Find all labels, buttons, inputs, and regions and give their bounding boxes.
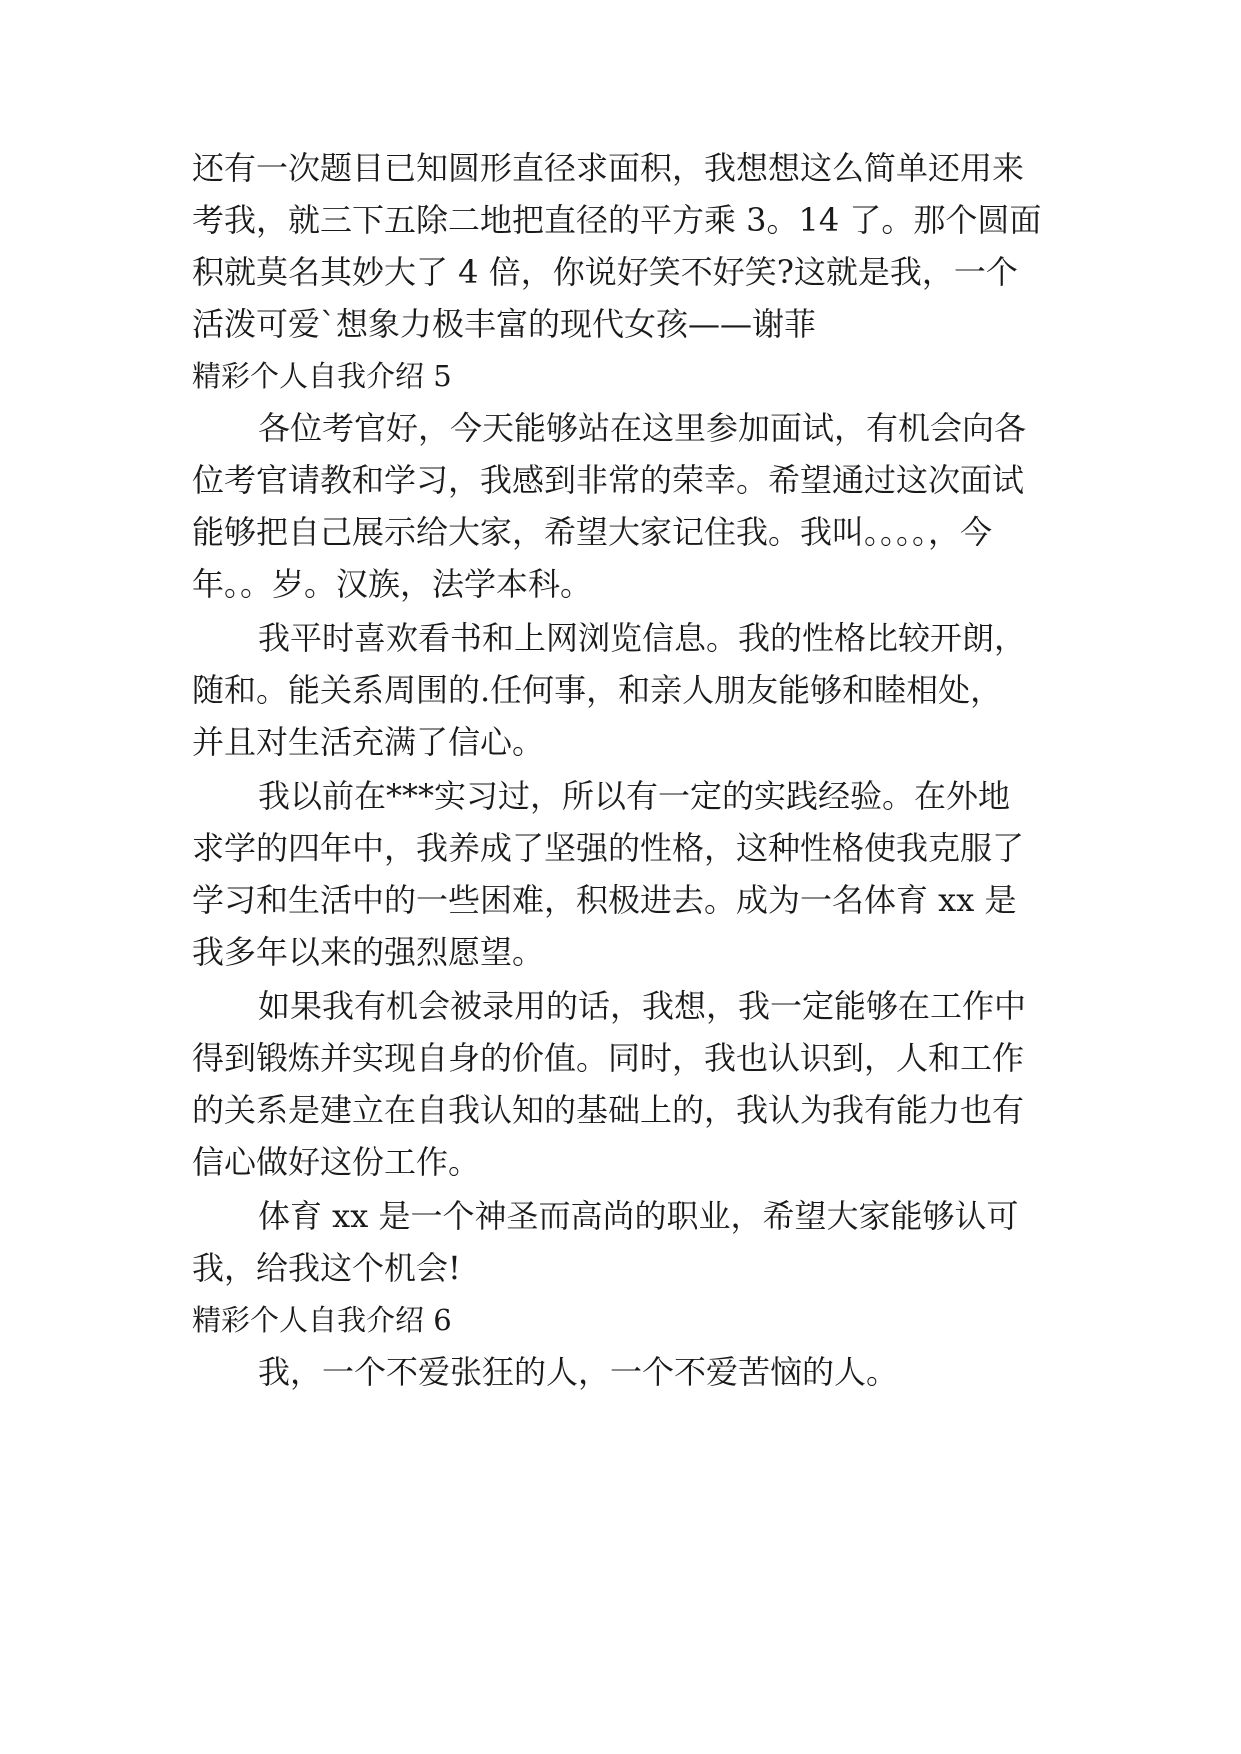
text-line: 能够把自己展示给大家，希望大家记住我。我叫。。。。，今 (192, 513, 993, 551)
text-line: 的关系是建立在自我认知的基础上的，我认为我有能力也有 (192, 1091, 1025, 1129)
text-line: 位考官请教和学习，我感到非常的荣幸。希望通过这次面试 (192, 461, 1025, 499)
section-heading-6: 精彩个人自我介绍 6 (192, 1303, 452, 1337)
text-line: 得到锻炼并实现自身的价值。同时，我也认识到，人和工作 (192, 1039, 1025, 1077)
text-line: 还有一次题目已知圆形直径求面积，我想想这么简单还用来 (192, 149, 1025, 187)
text-line: 学习和生活中的一些困难，积极进去。成为一名体育 xx 是 (192, 881, 1017, 919)
text-line: 信心做好这份工作。 (192, 1143, 481, 1181)
text-line: 积就莫名其妙大了 4 倍，你说好笑不好笑?这就是我，一个 (192, 253, 1018, 291)
text-line: 我以前在***实习过，所以有一定的实践经验。在外地 (258, 777, 1011, 815)
text-line: 并且对生活充满了信心。 (192, 723, 545, 761)
text-line: 年。。岁。汉族，法学本科。 (192, 565, 593, 603)
text-line: 活泼可爱`想象力极丰富的现代女孩——谢菲 (192, 305, 817, 343)
text-line: 求学的四年中，我养成了坚强的性格，这种性格使我克服了 (192, 829, 1025, 867)
text-line: 随和。能关系周围的.任何事，和亲人朋友能够和睦相处， (192, 671, 1003, 709)
section-heading-5: 精彩个人自我介绍 5 (192, 359, 452, 393)
text-line: 体育 xx 是一个神圣而高尚的职业，希望大家能够认可 (258, 1197, 1019, 1235)
text-line: 我多年以来的强烈愿望。 (192, 933, 545, 971)
text-line: 我，给我这个机会! (192, 1249, 461, 1287)
text-line: 我平时喜欢看书和上网浏览信息。我的性格比较开朗， (258, 619, 1027, 657)
text-line: 如果我有机会被录用的话，我想，我一定能够在工作中 (258, 987, 1027, 1025)
text-line: 考我，就三下五除二地把直径的平方乘 3。14 了。那个圆面 (192, 201, 1042, 239)
text-line: 各位考官好，今天能够站在这里参加面试，有机会向各 (258, 409, 1027, 447)
text-line: 我，一个不爱张狂的人，一个不爱苦恼的人。 (258, 1353, 899, 1391)
